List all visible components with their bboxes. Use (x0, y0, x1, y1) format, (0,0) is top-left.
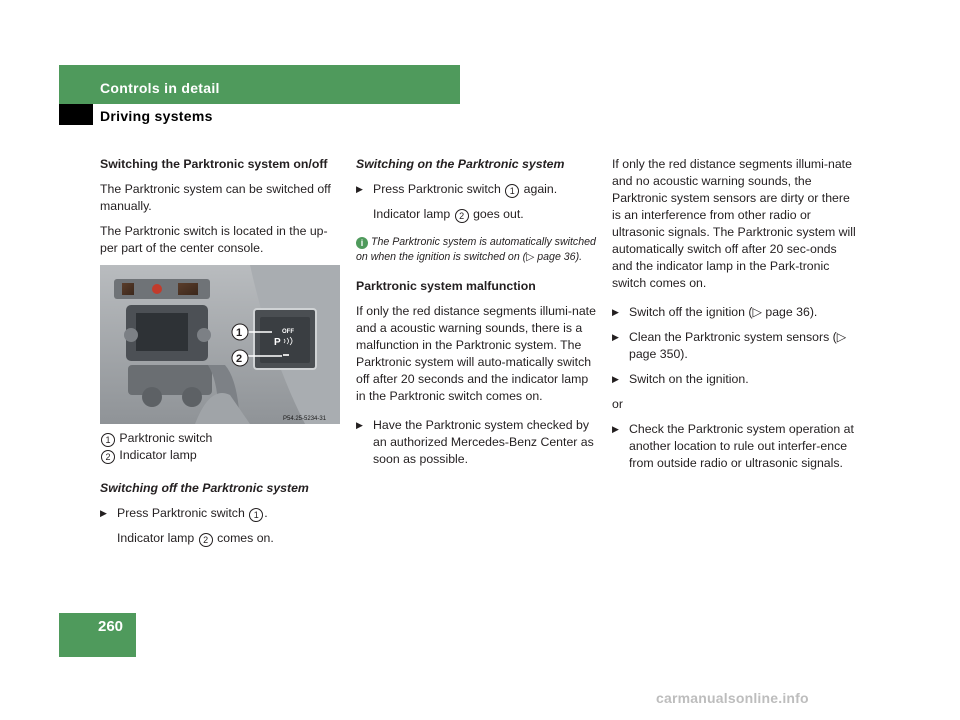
heading-malfunction: Parktronic system malfunction (356, 279, 536, 293)
column-1 (100, 156, 345, 555)
step-result: Indicator lamp 2 goes out. (373, 207, 524, 221)
step-item: ▶ Switch off the ignition (▷ page 36). (612, 304, 857, 321)
column-2 (356, 156, 601, 476)
info-note: i The Parktronic system is automatically switched on when the ignition is switched on (▷ page 36). (356, 236, 596, 263)
subsection-title: Driving systems (100, 108, 213, 124)
paragraph: If only the red distance segments illumi-nate and no acoustic warning sounds, the Parktronic system sensors are dirty or there is an interference from other radio or ultrasonic signals. The Parktronic system will automatically switch off after 20 sec-onds and the indicator lamp in the Park-tronic switch comes on. (612, 157, 856, 290)
subheading-off: Switching off the Parktronic system (100, 481, 309, 495)
paragraph: The Parktronic switch is located in the up-per part of the center console. (100, 224, 328, 255)
step-item: ▶ Clean the Parktronic system sensors (▷ page 350). (612, 329, 857, 363)
subheading-on: Switching on the Parktronic system (356, 157, 565, 171)
info-icon: i (356, 237, 368, 249)
paragraph: If only the red distance segments illumi-nate and a acoustic warning sounds, there is a malfunction in the Parktronic system. The Parktronic system will auto-matically switch off after 20 seconds and the indicator lamp in the Parktronic switch comes on. (356, 304, 596, 403)
caption-item: 1 Parktronic switch (100, 430, 345, 447)
step-item: ▶ Switch on the ignition. (612, 371, 857, 388)
column-3 (612, 156, 857, 480)
paragraph: The Parktronic system can be switched off manually. (100, 182, 331, 213)
step-item: ▶ Press Parktronic switch 1 . (100, 505, 345, 522)
header-marker (59, 104, 93, 125)
step-item: ▶ Press Parktronic switch 1 again. (356, 181, 601, 198)
heading-on-off: Switching the Parktronic system on/off (100, 157, 328, 171)
or-text: or (612, 397, 623, 411)
figure-code: P54.25-5234-31 (283, 416, 327, 422)
watermark: carmanualsonline.info (656, 690, 809, 706)
center-console-photo (100, 265, 340, 424)
step-item: ▶ Check the Parktronic system operation at another location to rule out interfer-ence from outside radio or ultrasonic signals. (612, 421, 857, 472)
step-result: Indicator lamp 2 comes on. (117, 531, 274, 545)
page-number: 260 (98, 618, 124, 635)
switch-p-symbol: P (274, 337, 281, 348)
callout-2: 2 (236, 353, 243, 365)
step-item: ▶ Have the Parktronic system checked by an authorized Mercedes-Benz Center as soon as possible. (356, 417, 601, 468)
section-title: Controls in detail (100, 80, 220, 96)
switch-off-label: OFF (282, 329, 294, 335)
caption-item: 2 Indicator lamp (100, 447, 345, 464)
callout-1: 1 (236, 327, 243, 339)
